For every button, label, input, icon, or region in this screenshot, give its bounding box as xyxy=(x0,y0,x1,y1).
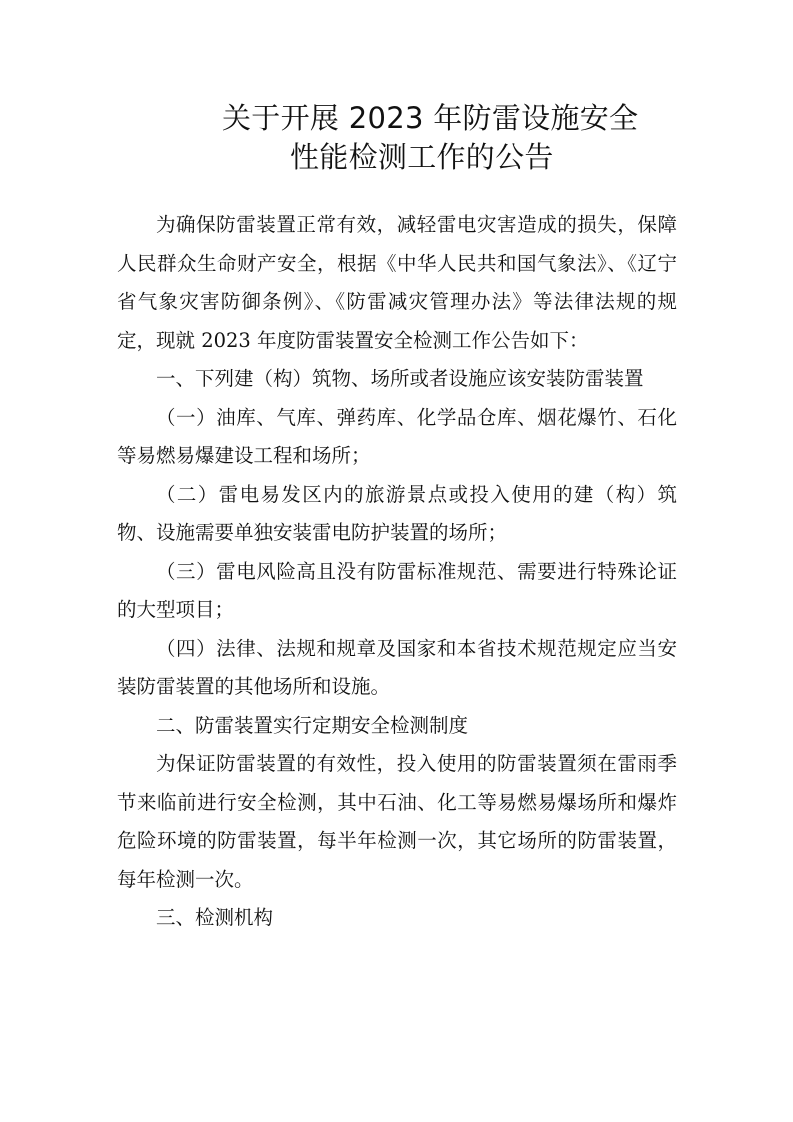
section-heading-3: 三、检测机构 xyxy=(156,906,274,929)
list-item-1: （一）油库、气库、弹药库、化学品仓库、烟花爆竹、石化等易燃易爆建设工程和场所； xyxy=(117,405,677,467)
document-title-line-2: 性能检测工作的公告 xyxy=(290,140,554,174)
list-item-2: （二）雷电易发区内的旅游景点或投入使用的建（构）筑物、设施需要单独安装雷电防护装置的场所； xyxy=(117,482,677,544)
section-heading-1: 一、下列建（构）筑物、场所或者设施应该安装防雷装置 xyxy=(156,367,644,390)
list-item-3: （三）雷电风险高且没有防雷标准规范、需要进行特殊论证的大型项目； xyxy=(117,559,677,621)
intro-paragraph: 为确保防雷装置正常有效，减轻雷电灾害造成的损失，保障人民群众生命财产安全，根据《中华人民共和国气象法》、《辽宁省气象灾害防御条例》、《防雷减灾管理办法》等法律法规的规定，现就 2023 年度防雷装置安全检测工作公告如下： xyxy=(117,213,677,352)
document-body xyxy=(117,206,677,938)
list-item-4: （四）法律、法规和规章及国家和本省技术规范规定应当安装防雷装置的其他场所和设施。 xyxy=(117,636,677,698)
section-2-paragraph: 为保证防雷装置的有效性，投入使用的防雷装置须在雷雨季节来临前进行安全检测，其中石油、化工等易燃易爆场所和爆炸危险环境的防雷装置，每半年检测一次，其它场所的防雷装置，每年检测一次。 xyxy=(117,752,677,891)
section-heading-2: 二、防雷装置实行定期安全检测制度 xyxy=(156,713,469,737)
document-title-line-1: 关于开展 2023 年防雷设施安全 xyxy=(222,101,639,135)
